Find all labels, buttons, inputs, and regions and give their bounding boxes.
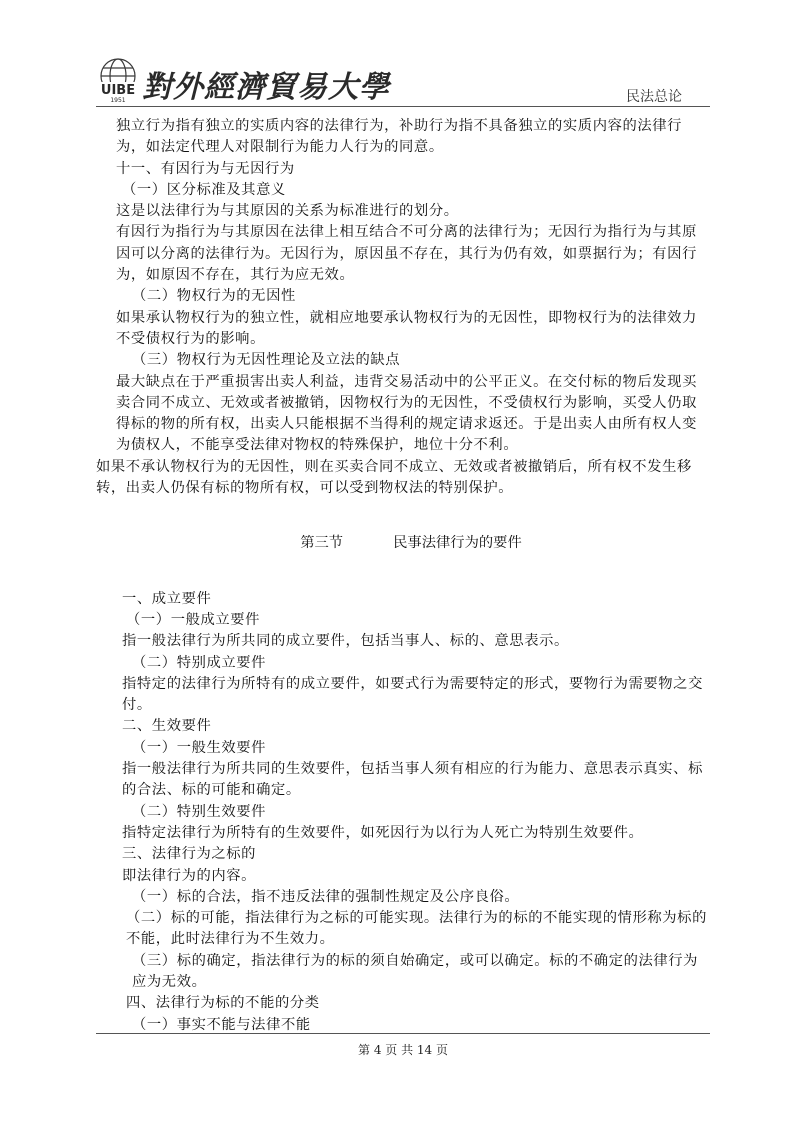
paragraph: 二、生效要件 xyxy=(122,718,212,735)
university-logo-icon xyxy=(96,56,140,104)
spacer xyxy=(96,499,710,533)
university-name-logo: 對外經濟貿易大學 xyxy=(142,70,390,105)
paragraph: （一）标的合法，指不违反法律的强制性规定及公序良俗。 xyxy=(132,888,520,905)
paragraph: 三、法律行为之标的 xyxy=(122,846,257,863)
paragraph: （一）事实不能与法律不能 xyxy=(132,1016,311,1033)
paragraph: 十一、有因行为与无因行为 xyxy=(116,160,295,177)
document-body xyxy=(96,116,710,1036)
paragraph: 指一般法律行为所共同的成立要件，包括当事人、标的、意思表示。 xyxy=(122,633,569,650)
paragraph: （二）物权行为的无因性 xyxy=(132,288,296,305)
paragraph: （三）标的确定，指法律行为的标的须自始确定，或可以确定。标的不确定的法律行为应为无效。 xyxy=(132,952,699,990)
spacer xyxy=(96,555,710,589)
paragraph: 独立行为指有独立的实质内容的法律行为，补助行为指不具备独立的实质内容的法律行为，如法定代理人对限制行为能力人行为的同意。 xyxy=(116,118,683,156)
paragraph: 一、成立要件 xyxy=(122,590,212,607)
paragraph: 这是以法律行为与其原因的关系为标准进行的划分。 xyxy=(116,203,459,220)
paragraph: （二）特别生效要件 xyxy=(132,803,267,820)
paragraph: 四、法律行为标的不能的分类 xyxy=(126,995,320,1012)
paragraph: 指一般法律行为所共同的生效要件，包括当事人须有相应的行为能力、意思表示真实、标的合法、标的可能和确定。 xyxy=(122,761,703,799)
logo-year: 1951 xyxy=(110,97,126,104)
paragraph: 即法律行为的内容。 xyxy=(122,867,257,884)
paragraph: （二）标的可能，指法律行为之标的可能实现。法律行为的标的不能实现的情形称为标的不能，此时法律行为不生效力。 xyxy=(126,910,707,948)
paragraph: 最大缺点在于严重损害出卖人利益，违背交易活动中的公平正义。在交付标的物后发现买卖合同不成立、无效或者被撤销，因物权行为的无因性，不受债权行为影响，买受人仍取得标的物的所有权，出卖人只能根据不当得利的规定请求返还。于是出卖人由所有权人变为债权人，不能享受法律对物权的特殊保护，地位十分不利。 xyxy=(116,373,697,454)
page-number: 第 4 页 共 14 页 xyxy=(358,1043,448,1057)
paragraph: 有因行为指行为与其原因在法律上相互结合不可分离的法律行为；无因行为指行为与其原因可以分离的法律行为。无因行为，原因虽不存在，其行为仍有效，如票据行为；有因行为，如原因不存在，其行为应无效。 xyxy=(116,224,697,284)
paragraph: （二）特别成立要件 xyxy=(132,654,267,671)
header-course-title: 民法总论 xyxy=(626,89,682,105)
logo-abbrev: UIBE xyxy=(100,83,136,98)
footer-divider xyxy=(96,1033,710,1034)
paragraph: （一）一般成立要件 xyxy=(126,611,261,628)
paragraph: （一）区分标准及其意义 xyxy=(122,181,286,198)
paragraph: （一）一般生效要件 xyxy=(132,739,267,756)
paragraph: （三）物权行为无因性理论及立法的缺点 xyxy=(132,352,401,369)
section-number: 第三节 xyxy=(300,535,344,552)
section-title: 民事法律行为的要件 xyxy=(393,535,522,552)
paragraph: 指特定的法律行为所特有的成立要件，如要式行为需要特定的形式，要物行为需要物之交付。 xyxy=(122,675,703,714)
section-heading xyxy=(96,533,710,554)
page-header xyxy=(96,56,710,107)
paragraph: 指特定法律行为所特有的生效要件，如死因行为以行为人死亡为特别生效要件。 xyxy=(122,824,644,841)
paragraph: 如果不承认物权行为的无因性，则在买卖合同不成立、无效或者被撤销后，所有权不发生移转，出卖人仍保有标的物所有权，可以受到物权法的特别保护。 xyxy=(96,458,692,497)
paragraph: 如果承认物权行为的独立性，就相应地要承认物权行为的无因性，即物权行为的法律效力不受债权行为的影响。 xyxy=(116,309,697,347)
